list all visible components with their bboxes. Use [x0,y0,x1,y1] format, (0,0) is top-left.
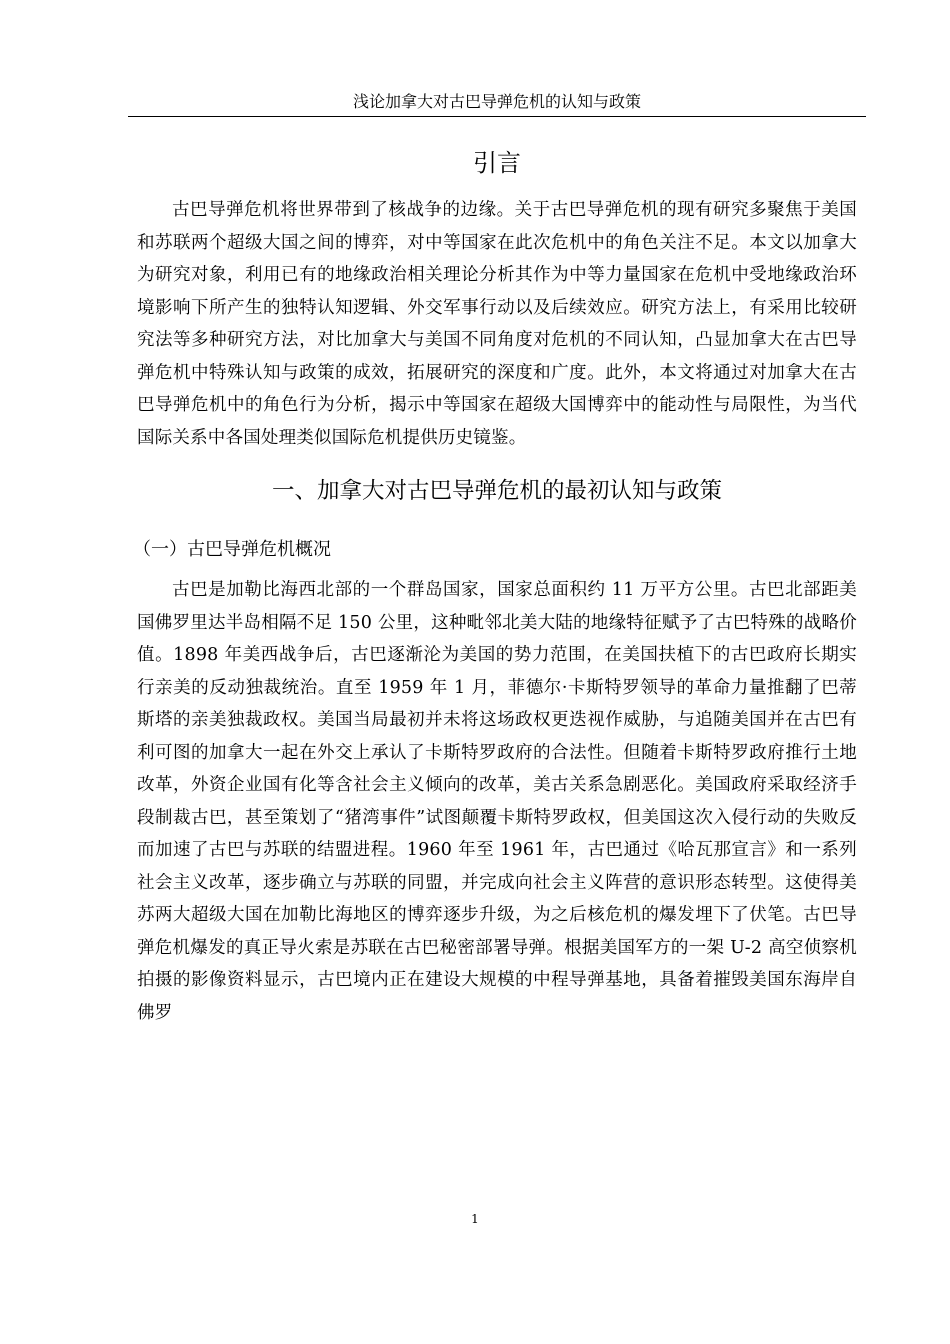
subsection-1-1-heading: （一）古巴导弹危机概况 [133,539,331,560]
intro-heading: 引言 [473,149,521,177]
page-body [133,132,857,1029]
intro-paragraph: 古巴导弹危机将世界带到了核战争的边缘。关于古巴导弹危机的现有研究多聚焦于美国和苏联两个超级大国之间的博弈，对中等国家在此次危机中的角色关注不足。本文以加拿大为研究对象，利用已有的地缘政治相关理论分析其作为中等力量国家在危机中受地缘政治环境影响下所产生的独特认知逻辑、外交军事行动以及后续效应。研究方法上，有采用比较研究法等多种研究方法，对比加拿大与美国不同角度对危机的不同认知，凸显加拿大在古巴导弹危机中特殊认知与政策的成效，拓展研究的深度和广度。此外，本文将通过对加拿大在古巴导弹危机中的角色行为分析，揭示中等国家在超级大国博弈中的能动性与局限性，为当代国际关系中各国处理类似国际危机提供历史镜鉴。 [137,200,857,448]
running-title: 浅论加拿大对古巴导弹危机的认知与政策 [352,92,641,111]
page-number: 1 [471,1212,479,1226]
running-header [128,92,866,117]
subsection-1-1-paragraph: 古巴是加勒比海西北部的一个群岛国家，国家总面积约 11 万平方公里。古巴北部距美国佛罗里达半岛相隔不足 150 公里，这种毗邻北美大陆的地缘特征赋予了古巴特殊的战略价值。1898 年美西战争后，古巴逐渐沦为美国的势力范围，在美国扶植下的古巴政府长期实行亲美的反动独裁统治。直至 1959 年 1 月，菲德尔·卡斯特罗领导的革命力量推翻了巴蒂斯塔的亲美独裁政权。美国当局最初并未将这场政权更迭视作威胁，与追随美国并在古巴有利可图的加拿大一起在外交上承认了卡斯特罗政府的合法性。但随着卡斯特罗政府推行土地改革，外资企业国有化等含社会主义倾向的改革，美古关系急剧恶化。美国政府采取经济手段制裁古巴，甚至策划了“猪湾事件”试图颠覆卡斯特罗政权，但美国这次入侵行动的失败反而加速了古巴与苏联的结盟进程。1960 年至 1961 年，古巴通过《哈瓦那宣言》和一系列社会主义改革，逐步确立与苏联的同盟，并完成向社会主义阵营的意识形态转型。这使得美苏两大超级大国在加勒比海地区的博弈逐步升级，为之后核危机的爆发埋下了伏笔。古巴导弹危机爆发的真正导火索是苏联在古巴秘密部署导弹。根据美国军方的一架 U-2 高空侦察机拍摄的影像资料显示，古巴境内正在建设大规模的中程导弹基地，具备着摧毁美国东海岸自佛罗 [137,580,857,1023]
section-1-heading: 一、加拿大对古巴导弹危机的最初认知与政策 [271,478,722,504]
